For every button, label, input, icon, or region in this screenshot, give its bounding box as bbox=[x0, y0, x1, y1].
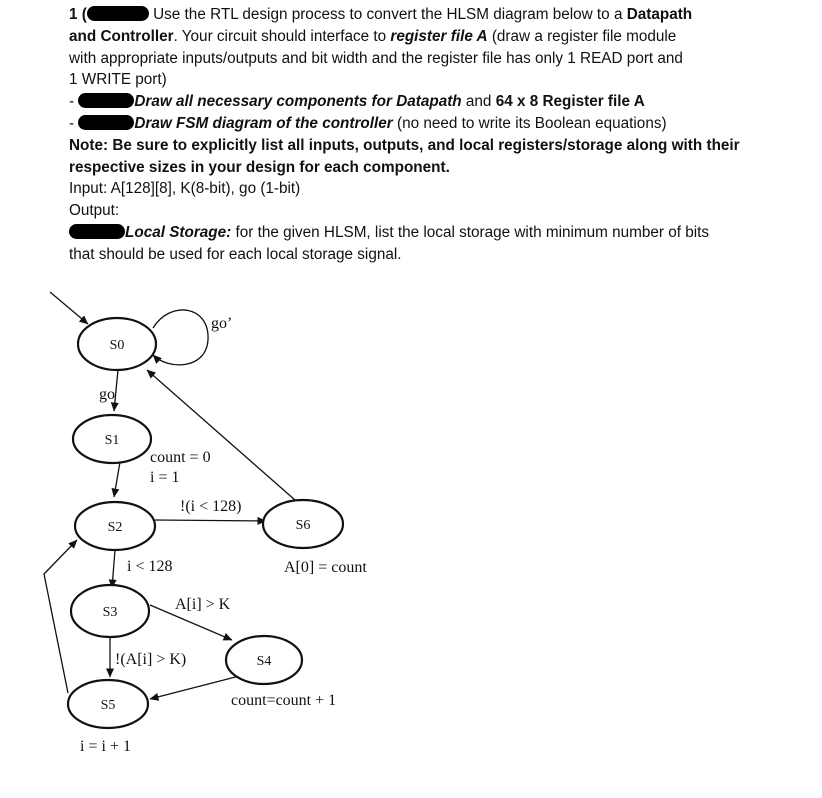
task2-italic: Draw FSM diagram of the controller bbox=[134, 114, 393, 132]
state-label-s1: S1 bbox=[104, 433, 120, 448]
state-label-s4: S4 bbox=[256, 654, 272, 669]
s5-action: i = i + 1 bbox=[80, 738, 131, 755]
s2-s6-arrow bbox=[155, 520, 266, 521]
s2-s3-label: i < 128 bbox=[127, 558, 173, 575]
entry-arrow bbox=[50, 292, 88, 324]
register-file-term: register file A bbox=[390, 27, 488, 45]
note-line-2: respective sizes in your design for each component. bbox=[69, 158, 450, 176]
problem-line-3: with appropriate inputs/outputs and bit width and the register file has only 1 READ port and bbox=[69, 49, 683, 67]
s3-s4-label: A[i] > K bbox=[175, 596, 231, 613]
output-line: Output: bbox=[69, 202, 120, 220]
task1-italic: Draw all necessary components for Datapath bbox=[134, 93, 462, 111]
local-italic: Local Storage: bbox=[125, 223, 232, 241]
intro-text: Use the RTL design process to convert the HLSM diagram below to a bbox=[153, 6, 627, 23]
s1-action-2: i = 1 bbox=[150, 469, 180, 486]
state-label-s3: S3 bbox=[102, 605, 118, 620]
problem-line-4: 1 WRITE port) bbox=[69, 71, 167, 89]
intro-tail: (draw a register file module bbox=[487, 27, 677, 45]
s2-s6-label: !(i < 128) bbox=[180, 498, 242, 515]
state-label-s2: S2 bbox=[107, 520, 123, 535]
local-rest: for the given HLSM, list the local storage with minimum number of bits bbox=[231, 223, 710, 241]
intro-rest: . Your circuit should interface to bbox=[173, 27, 391, 45]
s1-action-1: count = 0 bbox=[150, 449, 211, 466]
s6-action: A[0] = count bbox=[284, 559, 367, 576]
task1-bold: 64 x 8 Register file A bbox=[495, 93, 645, 111]
dash-2: - bbox=[69, 114, 75, 132]
self-loop-label: go’ bbox=[211, 315, 233, 332]
s3-s5-label: !(A[i] > K) bbox=[115, 651, 187, 668]
intro-bold-2: and Controller bbox=[69, 27, 174, 45]
s0-s1-label: go bbox=[99, 386, 115, 403]
problem-number: 1 ( bbox=[69, 6, 87, 23]
s2-s3-arrow bbox=[112, 550, 115, 588]
task1-mid: and bbox=[461, 93, 496, 111]
local-line-2: that should be used for each local storage signal. bbox=[69, 245, 402, 263]
state-label-s0: S0 bbox=[109, 338, 125, 353]
input-line: Input: A[128][8], K(8-bit), go (1-bit) bbox=[69, 180, 301, 198]
state-label-s5: S5 bbox=[100, 698, 116, 713]
note-line-1: Note: Be sure to explicitly list all inputs, outputs, and local registers/storage along with their bbox=[69, 136, 740, 154]
s1-s2-arrow bbox=[114, 462, 120, 497]
state-label-s6: S6 bbox=[295, 518, 311, 533]
dash-1: - bbox=[69, 93, 75, 111]
s4-action: count=count + 1 bbox=[231, 692, 337, 709]
task2-rest: (no need to write its Boolean equations) bbox=[392, 114, 667, 132]
intro-bold-1: Datapath bbox=[626, 6, 693, 23]
self-loop-arrow bbox=[153, 310, 208, 365]
